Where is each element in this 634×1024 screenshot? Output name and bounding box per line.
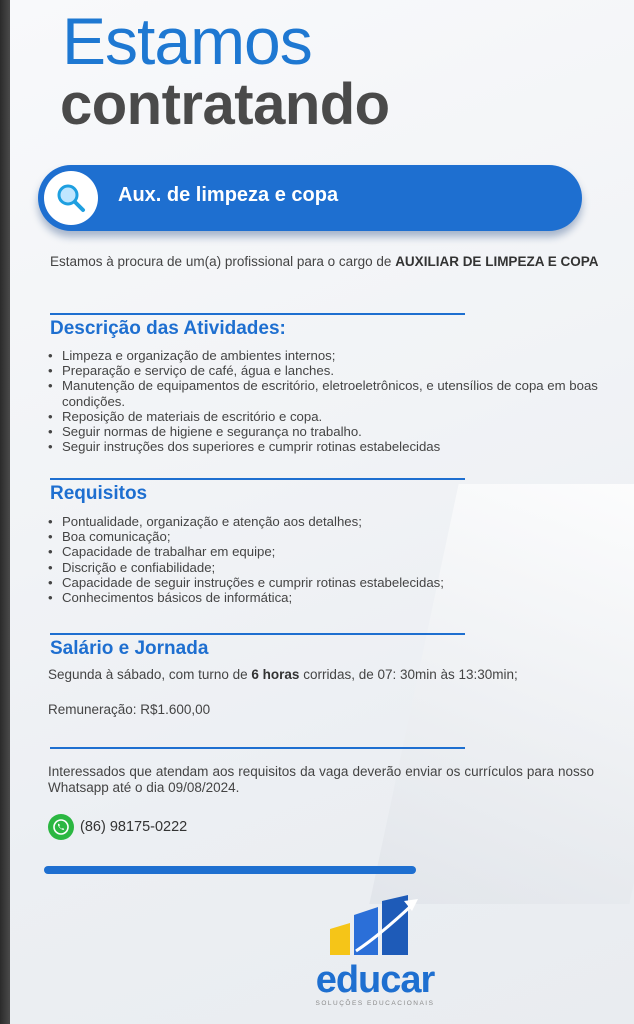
list-item: • Limpeza e organização de ambientes internos; (42, 348, 602, 363)
section-divider (50, 313, 465, 315)
intro-sentence: Estamos à procura de um(a) profissional para o cargo de (50, 254, 396, 269)
educar-logo-mark (300, 895, 450, 959)
list-item: • Conhecimentos básicos de informática; (42, 590, 602, 605)
list-item: • Capacidade de seguir instruções e cumprir rotinas estabelecidas; (42, 575, 602, 590)
headline-contratando: contratando (60, 72, 390, 137)
requirements-title: Requisitos (50, 483, 148, 504)
list-item: • Seguir instruções dos superiores e cumprir rotinas estabelecidas (42, 439, 602, 454)
list-item: • Capacidade de trabalhar em equipe; (42, 544, 602, 559)
section-divider (50, 633, 465, 635)
list-item: • Discrição e confiabilidade; (42, 560, 602, 575)
footer-bar (44, 866, 416, 874)
job-title: Aux. de limpeza e copa (118, 184, 339, 206)
educar-logo (300, 895, 450, 1015)
salary-title: Salário e Jornada (50, 638, 209, 659)
list-item: • Preparação e serviço de café, água e lanches. (42, 363, 602, 378)
brand-tagline: SOLUÇÕES EDUCACIONAIS (315, 1000, 435, 1007)
search-icon-badge (44, 171, 98, 225)
activities-title: Descrição das Atividades: (50, 318, 286, 339)
list-item: • Seguir normas de higiene e segurança no trabalho. (42, 424, 602, 439)
headline-estamos: Estamos (62, 4, 312, 78)
intro-role: AUXILIAR DE LIMPEZA E COPA (395, 254, 599, 269)
job-title-pill (38, 165, 582, 231)
screen-edge (0, 0, 10, 1024)
schedule-hours: 6 horas (251, 667, 300, 682)
list-item: • Boa comunicação; (42, 529, 602, 544)
list-item: • Pontualidade, organização e atenção aos detalhes; (42, 514, 602, 529)
section-divider (50, 747, 465, 749)
schedule-after: corridas, de 07: 30min às 13:30min; (299, 667, 518, 682)
whatsapp-contact[interactable] (48, 814, 187, 840)
schedule-text (48, 667, 594, 683)
phone-number: (86) 98175-0222 (80, 819, 188, 835)
salary-pay: Remuneração: R$1.600,00 (48, 702, 211, 717)
schedule-before: Segunda à sábado, com turno de (48, 667, 252, 682)
list-item: • Manutenção de equipamentos de escritório, eletroeletrônicos, e utensílios de copa em boas condições. (42, 378, 602, 408)
search-icon (55, 182, 87, 214)
whatsapp-icon (48, 814, 74, 840)
requirements-list (42, 514, 602, 605)
job-poster (10, 0, 634, 1024)
brand-name: educar (315, 959, 435, 1001)
intro-text (50, 253, 610, 270)
apply-instructions: Interessados que atendam aos requisitos da vaga deverão enviar os currículos para nosso Whatsapp até o dia 09/08/2024. (48, 764, 594, 795)
activities-list (42, 348, 602, 454)
section-divider (50, 478, 465, 480)
list-item: • Reposição de materiais de escritório e copa. (42, 409, 602, 424)
